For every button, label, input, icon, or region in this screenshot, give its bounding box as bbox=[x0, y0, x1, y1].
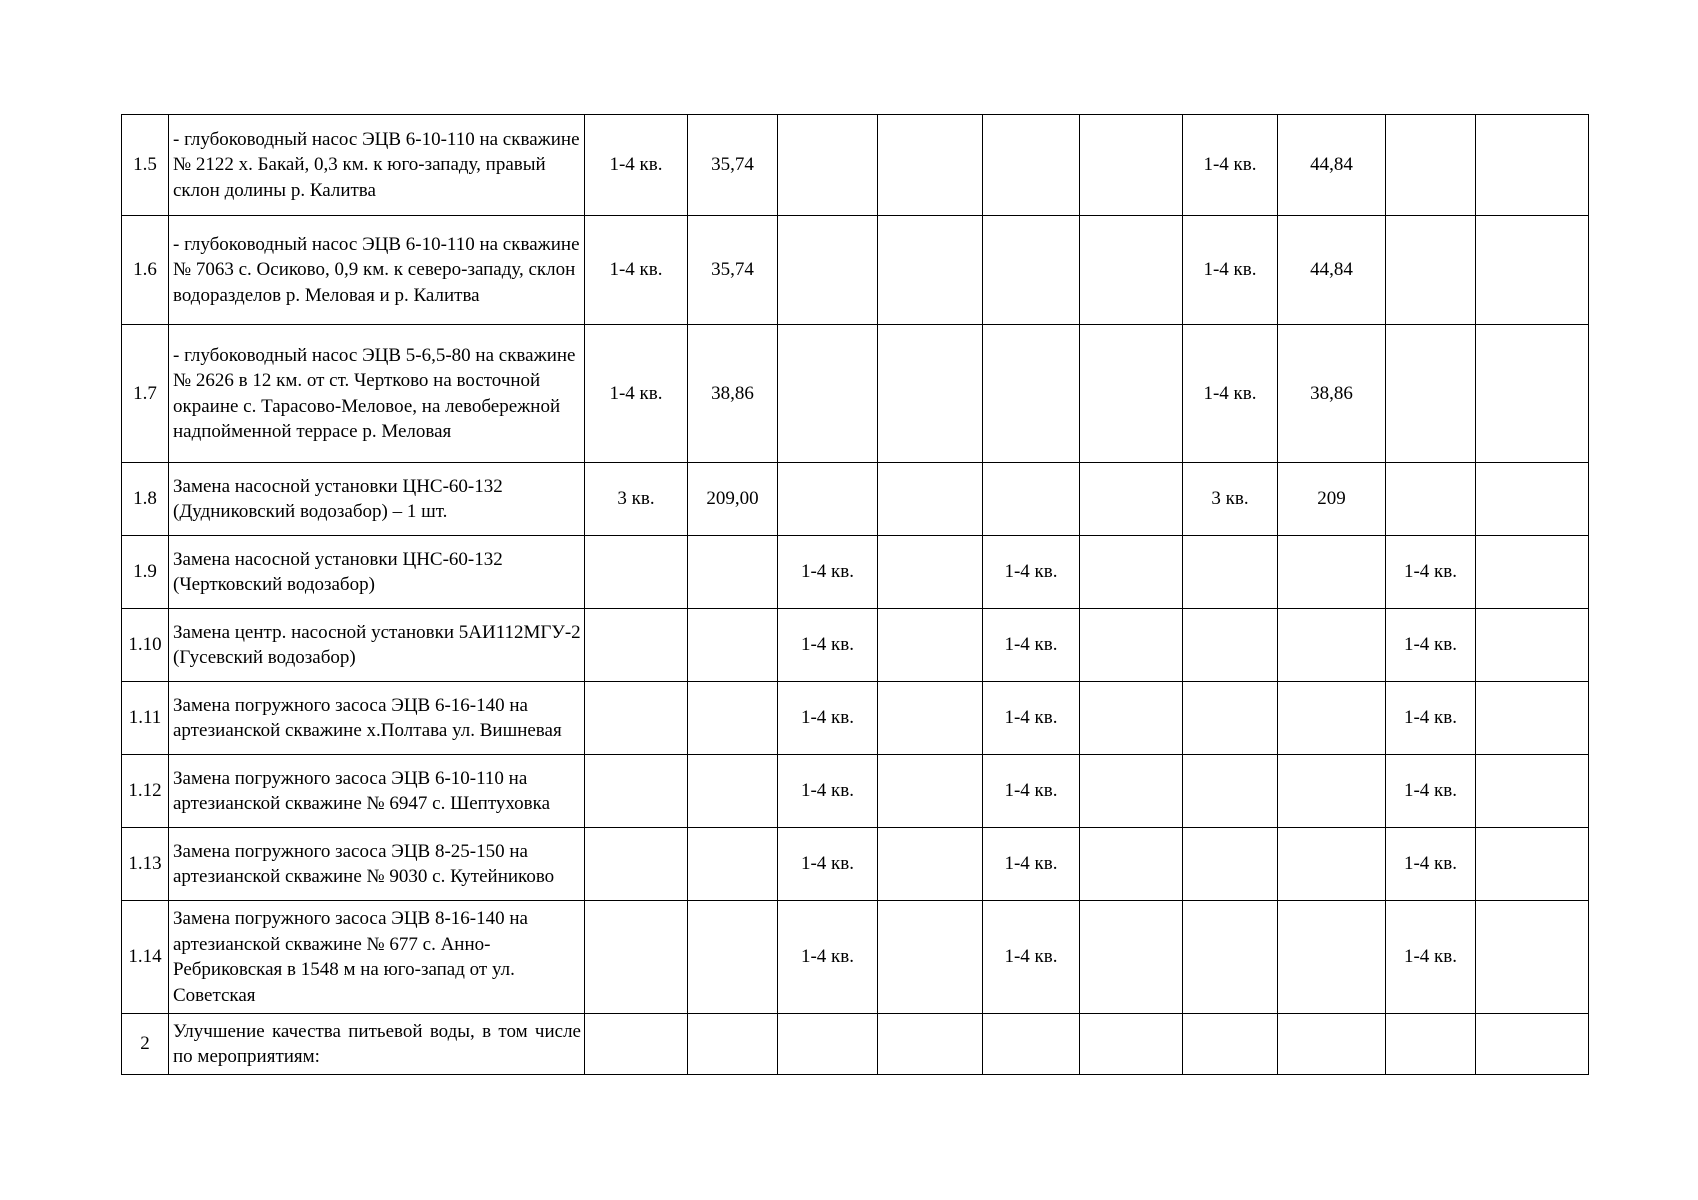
table-cell-col-4: 35,74 bbox=[688, 216, 778, 325]
table-cell-col-6 bbox=[878, 463, 983, 536]
table-row bbox=[122, 536, 1589, 609]
table-cell-col-8 bbox=[1080, 828, 1183, 901]
table-cell-col-3 bbox=[585, 1014, 688, 1075]
table-cell-col-6 bbox=[878, 536, 983, 609]
table-cell-col-9 bbox=[1183, 536, 1278, 609]
table-cell-col-9: 3 кв. bbox=[1183, 463, 1278, 536]
table-cell-col-9 bbox=[1183, 682, 1278, 755]
table-cell-col-8 bbox=[1080, 682, 1183, 755]
table-cell-col-3: 1-4 кв. bbox=[585, 216, 688, 325]
table-cell-col-12 bbox=[1476, 536, 1589, 609]
row-description: Замена погружного засоса ЭЦВ 8-25-150 на артезианской скважине № 9030 с. Кутейниково bbox=[169, 828, 585, 901]
table-cell-col-7: 1-4 кв. bbox=[983, 536, 1080, 609]
table-cell-col-3 bbox=[585, 828, 688, 901]
row-description: Замена погружного засоса ЭЦВ 6-10-110 на артезианской скважине № 6947 с. Шептуховка bbox=[169, 755, 585, 828]
table-cell-col-11: 1-4 кв. bbox=[1386, 682, 1476, 755]
table-cell-col-7: 1-4 кв. bbox=[983, 828, 1080, 901]
table-row bbox=[122, 901, 1589, 1014]
table-cell-col-8 bbox=[1080, 901, 1183, 1014]
table-cell-col-6 bbox=[878, 115, 983, 216]
table-cell-col-9 bbox=[1183, 828, 1278, 901]
table-cell-col-4 bbox=[688, 755, 778, 828]
row-number: 1.13 bbox=[122, 828, 169, 901]
table-cell-col-7 bbox=[983, 1014, 1080, 1075]
table-cell-col-5 bbox=[778, 1014, 878, 1075]
table-cell-col-4 bbox=[688, 609, 778, 682]
row-number: 1.8 bbox=[122, 463, 169, 536]
table-row bbox=[122, 682, 1589, 755]
table-cell-col-5 bbox=[778, 463, 878, 536]
table-row bbox=[122, 325, 1589, 463]
table-cell-col-11 bbox=[1386, 115, 1476, 216]
table-cell-col-4: 35,74 bbox=[688, 115, 778, 216]
row-number: 1.5 bbox=[122, 115, 169, 216]
row-number: 1.7 bbox=[122, 325, 169, 463]
row-description: Замена центр. насосной установки 5АИ112МГУ-2 (Гусевский водозабор) bbox=[169, 609, 585, 682]
table-cell-col-6 bbox=[878, 609, 983, 682]
table-cell-col-11 bbox=[1386, 1014, 1476, 1075]
table-cell-col-12 bbox=[1476, 682, 1589, 755]
table-row bbox=[122, 609, 1589, 682]
table-cell-col-10 bbox=[1278, 755, 1386, 828]
table-cell-col-6 bbox=[878, 901, 983, 1014]
table-cell-col-9 bbox=[1183, 901, 1278, 1014]
table-cell-col-7 bbox=[983, 325, 1080, 463]
table-cell-col-6 bbox=[878, 325, 983, 463]
table-cell-col-4 bbox=[688, 828, 778, 901]
table-cell-col-10: 44,84 bbox=[1278, 216, 1386, 325]
table-cell-col-3: 1-4 кв. bbox=[585, 325, 688, 463]
table-cell-col-5 bbox=[778, 115, 878, 216]
table-cell-col-8 bbox=[1080, 1014, 1183, 1075]
table-cell-col-3 bbox=[585, 609, 688, 682]
table-cell-col-5 bbox=[778, 216, 878, 325]
table-cell-col-8 bbox=[1080, 463, 1183, 536]
table-cell-col-11 bbox=[1386, 325, 1476, 463]
table-cell-col-7: 1-4 кв. bbox=[983, 682, 1080, 755]
table-cell-col-8 bbox=[1080, 536, 1183, 609]
table-cell-col-4 bbox=[688, 901, 778, 1014]
table-cell-col-3: 3 кв. bbox=[585, 463, 688, 536]
table-cell-col-8 bbox=[1080, 609, 1183, 682]
table-cell-col-10 bbox=[1278, 828, 1386, 901]
table-cell-col-5: 1-4 кв. bbox=[778, 536, 878, 609]
table-cell-col-5 bbox=[778, 325, 878, 463]
table-cell-col-8 bbox=[1080, 216, 1183, 325]
table-cell-col-12 bbox=[1476, 115, 1589, 216]
table-cell-col-8 bbox=[1080, 115, 1183, 216]
table-cell-col-7 bbox=[983, 463, 1080, 536]
row-description: - глубоководный насос ЭЦВ 5-6,5-80 на скважине № 2626 в 12 км. от ст. Чертково на восточной окраине с. Тарасово-Меловое, на левобережной надпойменной террасе р. Меловая bbox=[169, 325, 585, 463]
table-cell-col-5: 1-4 кв. bbox=[778, 755, 878, 828]
table-cell-col-3 bbox=[585, 755, 688, 828]
table-cell-col-6 bbox=[878, 828, 983, 901]
row-number: 1.6 bbox=[122, 216, 169, 325]
table-cell-col-12 bbox=[1476, 325, 1589, 463]
table-cell-col-9 bbox=[1183, 1014, 1278, 1075]
table-cell-col-6 bbox=[878, 682, 983, 755]
table-cell-col-10 bbox=[1278, 682, 1386, 755]
table-cell-col-12 bbox=[1476, 1014, 1589, 1075]
table-cell-col-12 bbox=[1476, 901, 1589, 1014]
table-cell-col-7: 1-4 кв. bbox=[983, 609, 1080, 682]
table-cell-col-6 bbox=[878, 755, 983, 828]
table-cell-col-4 bbox=[688, 536, 778, 609]
table-row bbox=[122, 216, 1589, 325]
table-cell-col-11: 1-4 кв. bbox=[1386, 828, 1476, 901]
table-cell-col-11: 1-4 кв. bbox=[1386, 536, 1476, 609]
measures-table bbox=[121, 114, 1589, 1075]
table-cell-col-10: 38,86 bbox=[1278, 325, 1386, 463]
table-cell-col-9 bbox=[1183, 755, 1278, 828]
table-cell-col-6 bbox=[878, 216, 983, 325]
table-cell-col-5: 1-4 кв. bbox=[778, 828, 878, 901]
table-cell-col-12 bbox=[1476, 828, 1589, 901]
table-cell-col-10: 209 bbox=[1278, 463, 1386, 536]
row-number: 2 bbox=[122, 1014, 169, 1075]
row-description: Замена погружного засоса ЭЦВ 8-16-140 на артезианской скважине № 677 с. Анно-Ребриковская в 1548 м на юго-запад от ул. Советская bbox=[169, 901, 585, 1014]
table-row bbox=[122, 1014, 1589, 1075]
table-body bbox=[122, 115, 1589, 1075]
row-description: Замена насосной установки ЦНС-60-132 (Дудниковский водозабор) – 1 шт. bbox=[169, 463, 585, 536]
table-cell-col-10: 44,84 bbox=[1278, 115, 1386, 216]
table-row bbox=[122, 115, 1589, 216]
row-description: Улучшение качества питьевой воды, в том числе по мероприятиям: bbox=[169, 1014, 585, 1075]
table-cell-col-11 bbox=[1386, 463, 1476, 536]
table-cell-col-12 bbox=[1476, 216, 1589, 325]
table-cell-col-7 bbox=[983, 216, 1080, 325]
table-cell-col-9: 1-4 кв. bbox=[1183, 216, 1278, 325]
table-cell-col-4 bbox=[688, 682, 778, 755]
table-cell-col-3 bbox=[585, 682, 688, 755]
table-cell-col-9: 1-4 кв. bbox=[1183, 325, 1278, 463]
table-cell-col-11: 1-4 кв. bbox=[1386, 901, 1476, 1014]
table-cell-col-11 bbox=[1386, 216, 1476, 325]
table-cell-col-3 bbox=[585, 536, 688, 609]
table-cell-col-4: 38,86 bbox=[688, 325, 778, 463]
row-number: 1.12 bbox=[122, 755, 169, 828]
table-cell-col-10 bbox=[1278, 609, 1386, 682]
row-number: 1.14 bbox=[122, 901, 169, 1014]
table-cell-col-5: 1-4 кв. bbox=[778, 682, 878, 755]
table-cell-col-5: 1-4 кв. bbox=[778, 901, 878, 1014]
table-cell-col-7 bbox=[983, 115, 1080, 216]
table-cell-col-12 bbox=[1476, 609, 1589, 682]
table-cell-col-3: 1-4 кв. bbox=[585, 115, 688, 216]
table-cell-col-9 bbox=[1183, 609, 1278, 682]
table-cell-col-8 bbox=[1080, 755, 1183, 828]
table-cell-col-10 bbox=[1278, 1014, 1386, 1075]
table-cell-col-4: 209,00 bbox=[688, 463, 778, 536]
table-cell-col-9: 1-4 кв. bbox=[1183, 115, 1278, 216]
table-cell-col-5: 1-4 кв. bbox=[778, 609, 878, 682]
table-cell-col-10 bbox=[1278, 536, 1386, 609]
table-cell-col-7: 1-4 кв. bbox=[983, 901, 1080, 1014]
table-cell-col-12 bbox=[1476, 755, 1589, 828]
row-description: - глубоководный насос ЭЦВ 6-10-110 на скважине № 7063 с. Осиково, 0,9 км. к северо-западу, склон водоразделов р. Меловая и р. Калитва bbox=[169, 216, 585, 325]
table-cell-col-10 bbox=[1278, 901, 1386, 1014]
row-description: - глубоководный насос ЭЦВ 6-10-110 на скважине № 2122 х. Бакай, 0,3 км. к юго-западу, правый склон долины р. Калитва bbox=[169, 115, 585, 216]
table-row bbox=[122, 755, 1589, 828]
table-row bbox=[122, 463, 1589, 536]
row-description: Замена насосной установки ЦНС-60-132 (Чертковский водозабор) bbox=[169, 536, 585, 609]
row-number: 1.9 bbox=[122, 536, 169, 609]
table-cell-col-6 bbox=[878, 1014, 983, 1075]
table-cell-col-7: 1-4 кв. bbox=[983, 755, 1080, 828]
row-number: 1.11 bbox=[122, 682, 169, 755]
table-cell-col-12 bbox=[1476, 463, 1589, 536]
table-cell-col-11: 1-4 кв. bbox=[1386, 755, 1476, 828]
table-cell-col-8 bbox=[1080, 325, 1183, 463]
table-cell-col-3 bbox=[585, 901, 688, 1014]
table-cell-col-11: 1-4 кв. bbox=[1386, 609, 1476, 682]
table-cell-col-4 bbox=[688, 1014, 778, 1075]
table-row bbox=[122, 828, 1589, 901]
row-description: Замена погружного засоса ЭЦВ 6-16-140 на артезианской скважине х.Полтава ул. Вишневая bbox=[169, 682, 585, 755]
row-number: 1.10 bbox=[122, 609, 169, 682]
